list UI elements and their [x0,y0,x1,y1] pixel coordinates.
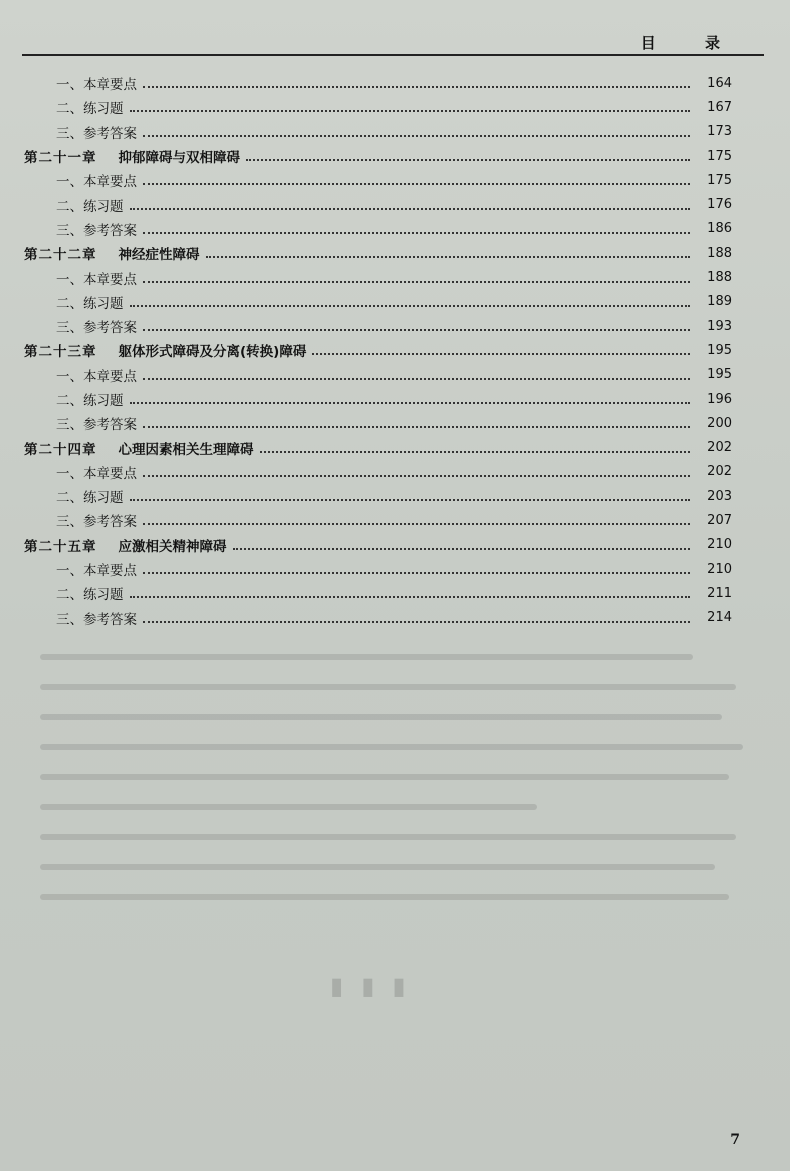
dot-leader [143,329,690,331]
toc-chapter-entry[interactable] [0,241,790,265]
toc-page-number: 203 [707,488,732,504]
toc-page-number: 176 [707,197,732,213]
toc-section-entry[interactable] [0,217,790,241]
toc-section-entry[interactable] [0,387,790,411]
dot-leader [130,402,691,404]
toc-section-entry[interactable] [0,95,790,119]
dot-leader [143,281,690,283]
dot-leader [130,110,691,112]
toc-page-number: 210 [707,537,732,553]
section-title: 三、参考答案 [56,514,137,531]
chapter-number: 第二十五章 [24,538,97,555]
toc-page-number: 211 [707,585,732,601]
toc-page-number: 202 [707,440,732,456]
toc-page-number: 186 [707,221,732,237]
section-title: 一、本章要点 [56,465,137,482]
toc-section-entry[interactable] [0,265,790,289]
toc-section-entry[interactable] [0,460,790,484]
page-header [22,28,764,56]
chapter-number: 第二十四章 [24,441,97,458]
toc-section-entry[interactable] [0,508,790,532]
dot-leader [143,232,690,234]
chapter-number: 第二十三章 [24,344,97,361]
toc-page-number: 173 [707,124,732,140]
chapter-title: 神经症性障碍 [118,247,200,264]
bleed-through-text [40,630,750,960]
toc-page-number: 202 [707,464,732,480]
dot-leader [246,159,690,161]
dot-leader [130,596,691,598]
dot-leader [233,548,691,550]
section-title: 三、参考答案 [56,417,137,434]
toc-page-number: 210 [707,561,732,577]
section-title: 一、本章要点 [56,174,137,191]
dot-leader [130,305,691,307]
section-title: 三、参考答案 [56,125,137,142]
chapter-title: 抑郁障碍与双相障碍 [118,150,240,167]
toc-section-entry[interactable] [0,314,790,338]
dot-leader [143,572,690,574]
toc-section-entry[interactable] [0,71,790,95]
chapter-number: 第二十二章 [24,247,97,264]
toc-chapter-entry[interactable] [0,338,790,362]
section-title: 二、练习题 [56,295,124,312]
toc-chapter-entry[interactable] [0,144,790,168]
section-title: 一、本章要点 [56,368,137,385]
toc-section-entry[interactable] [0,411,790,435]
dot-leader [143,475,690,477]
toc-chapter-entry[interactable] [0,435,790,459]
chapter-title: 应激相关精神障碍 [118,538,227,555]
dot-leader [143,183,690,185]
toc-page-number: 188 [707,245,732,261]
section-title: 二、练习题 [56,101,124,118]
dot-leader [312,353,690,355]
toc-section-entry[interactable] [0,557,790,581]
toc-page-number: 175 [707,148,732,164]
section-title: 三、参考答案 [56,611,137,628]
bleed-through-heading: ▮▮▮ [330,972,424,1000]
toc-section-entry[interactable] [0,363,790,387]
dot-leader [143,86,690,88]
dot-leader [143,378,690,380]
dot-leader [143,621,690,623]
toc-page-number: 164 [707,75,732,91]
dot-leader [130,499,691,501]
toc-section-entry[interactable] [0,192,790,216]
dot-leader [130,208,691,210]
toc-section-entry[interactable] [0,484,790,508]
toc-page-number: 193 [707,318,732,334]
toc-page-number: 207 [707,512,732,528]
toc-page-number: 214 [707,610,732,626]
dot-leader [143,135,690,137]
toc-page-number: 200 [707,415,732,431]
chapter-title: 躯体形式障碍及分离(转换)障碍 [118,344,307,361]
toc-section-entry[interactable] [0,606,790,630]
dot-leader [143,426,690,428]
toc-page-number: 195 [707,367,732,383]
toc-section-entry[interactable] [0,120,790,144]
toc-page-number: 188 [707,270,732,286]
dot-leader [260,451,691,453]
toc-page-number: 167 [707,99,732,115]
dot-leader [206,256,691,258]
section-title: 一、本章要点 [56,563,137,580]
toc-section-entry[interactable] [0,290,790,314]
table-of-contents [0,71,790,630]
section-title: 二、练习题 [56,490,124,507]
section-title: 三、参考答案 [56,320,137,337]
section-title: 二、练习题 [56,393,124,409]
toc-page-number: 175 [707,172,732,188]
header-title: 目 录 [640,34,742,52]
toc-page-number: 196 [707,391,732,407]
toc-section-entry[interactable] [0,168,790,192]
chapter-title: 心理因素相关生理障碍 [118,441,254,458]
page-number: 7 [730,1132,740,1148]
toc-page-number: 195 [707,342,732,358]
section-title: 一、本章要点 [56,77,137,94]
toc-page-number: 189 [707,294,732,310]
dot-leader [143,523,690,525]
section-title: 二、练习题 [56,587,124,604]
section-title: 二、练习题 [56,198,124,215]
toc-chapter-entry[interactable] [0,533,790,557]
toc-section-entry[interactable] [0,581,790,605]
section-title: 三、参考答案 [56,222,137,239]
section-title: 一、本章要点 [56,271,137,288]
chapter-number: 第二十一章 [24,150,97,167]
